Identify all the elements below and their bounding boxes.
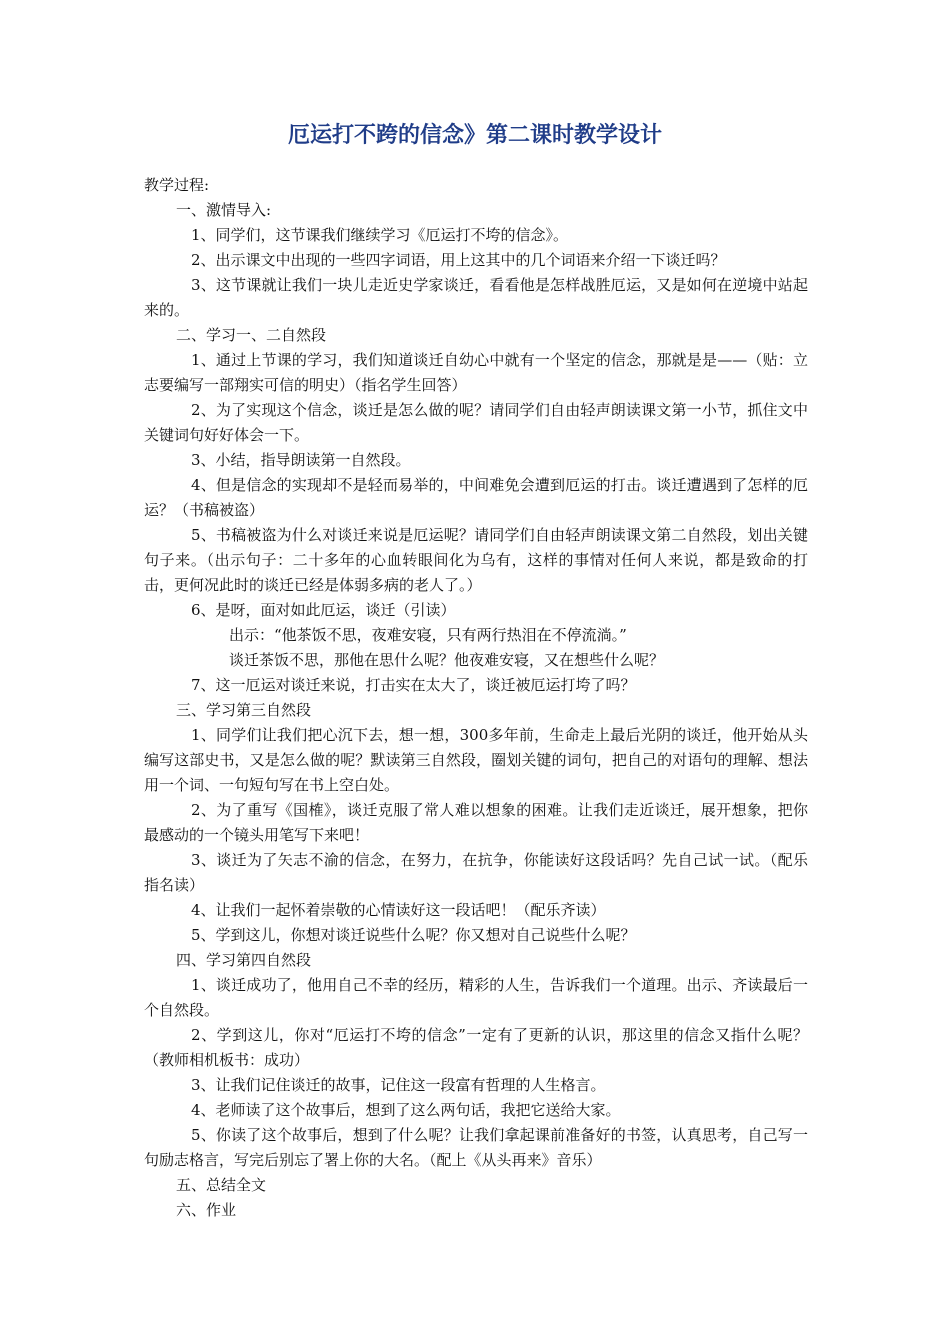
paragraph: 7、这一厄运对谈迁来说，打击实在太大了，谈迁被厄运打垮了吗？ — [191, 676, 636, 694]
paragraph: 1、通过上节课的学习，我们知道谈迁自幼心中就有一个坚定的信念，那就是是——（贴：立志要编写一部翔实可信的明史）（指名学生回答） — [144, 351, 808, 394]
section-heading: 五、总结全文 — [176, 1176, 267, 1194]
paragraph: 3、小结，指导朗读第一自然段。 — [191, 451, 411, 469]
section-heading: 一、激情导入: — [176, 201, 272, 219]
quote-line: 出示：“他茶饭不思，夜难安寝，只有两行热泪在不停流淌。” — [229, 626, 627, 644]
paragraph: 6、是呀，面对如此厄运，谈迁（引读） — [191, 601, 456, 619]
section-heading: 三、学习第三自然段 — [176, 701, 312, 719]
paragraph: 1、同学们让我们把心沉下去，想一想，300多年前，生命走上最后光阴的谈迁，他开始从头编写这部史书，又是怎么做的呢？默读第三自然段，圈划关键的词句，把自己的对语句的理解、想法用一个词、一句短句写在书上空白处。 — [144, 726, 808, 794]
quote-line: 谈迁茶饭不思，那他在思什么呢？他夜难安寝，又在想些什么呢？ — [229, 651, 665, 669]
paragraph: 2、为了重写《国榷》，谈迁克服了常人难以想象的困难。让我们走近谈迁，展开想象，把你最感动的一个镜头用笔写下来吧！ — [144, 801, 808, 844]
paragraph: 5、书稿被盗为什么对谈迁来说是厄运呢？请同学们自由轻声朗读课文第二自然段，划出关键句子来。（出示句子：二十多年的心血转眼间化为乌有，这样的事情对任何人来说，都是致命的打击，更何况此时的谈迁已经是体弱多病的老人了。） — [144, 526, 808, 594]
section-heading: 六、作业 — [176, 1201, 237, 1219]
paragraph: 3、谈迁为了矢志不渝的信念，在努力，在抗争，你能读好这段话吗？先自己试一试。（配乐指名读） — [144, 851, 808, 894]
paragraph: 3、让我们记住谈迁的故事，记住这一段富有哲理的人生格言。 — [191, 1076, 606, 1094]
section-heading: 二、学习一、二自然段 — [176, 326, 327, 344]
paragraph: 3、这节课就让我们一块儿走近史学家谈迁，看看他是怎样战胜厄运，又是如何在逆境中站起来的。 — [144, 276, 808, 319]
paragraph: 1、谈迁成功了，他用自己不幸的经历，精彩的人生，告诉我们一个道理。出示、齐读最后一个自然段。 — [144, 976, 808, 1019]
section-heading: 四、学习第四自然段 — [176, 951, 312, 969]
paragraph: 2、学到这儿，你对“厄运打不垮的信念”一定有了更新的认识，那这里的信念又指什么呢？（教师相机板书：成功） — [144, 1026, 808, 1069]
paragraph: 2、为了实现这个信念，谈迁是怎么做的呢？请同学们自由轻声朗读课文第一小节，抓住文中关键词句好好体会一下。 — [144, 401, 808, 444]
paragraph: 5、你读了这个故事后，想到了什么呢？让我们拿起课前准备好的书签，认真思考，自己写一句励志格言，写完后别忘了署上你的大名。（配上《从头再来》音乐） — [144, 1126, 808, 1169]
paragraph: 5、学到这儿，你想对谈迁说些什么呢？你又想对自己说些什么呢？ — [191, 926, 636, 944]
paragraph: 1、同学们，这节课我们继续学习《厄运打不垮的信念》。 — [191, 226, 569, 244]
paragraph: 4、但是信念的实现却不是轻而易举的，中间难免会遭到厄运的打击。谈迁遭遇到了怎样的厄运？（书稿被盗） — [144, 476, 808, 519]
document-title: 厄运打不跨的信念》第二课时教学设计 — [287, 123, 662, 148]
paragraph: 4、让我们一起怀着崇敬的心情读好这一段话吧！（配乐齐读） — [191, 901, 606, 919]
document-body — [144, 173, 808, 1223]
paragraph: 2、出示课文中出现的一些四字词语，用上这其中的几个词语来介绍一下谈迁吗？ — [191, 251, 726, 269]
paragraph: 4、老师读了这个故事后，想到了这么两句话，我把它送给大家。 — [191, 1101, 621, 1119]
paragraph: 教学过程: — [144, 176, 210, 194]
